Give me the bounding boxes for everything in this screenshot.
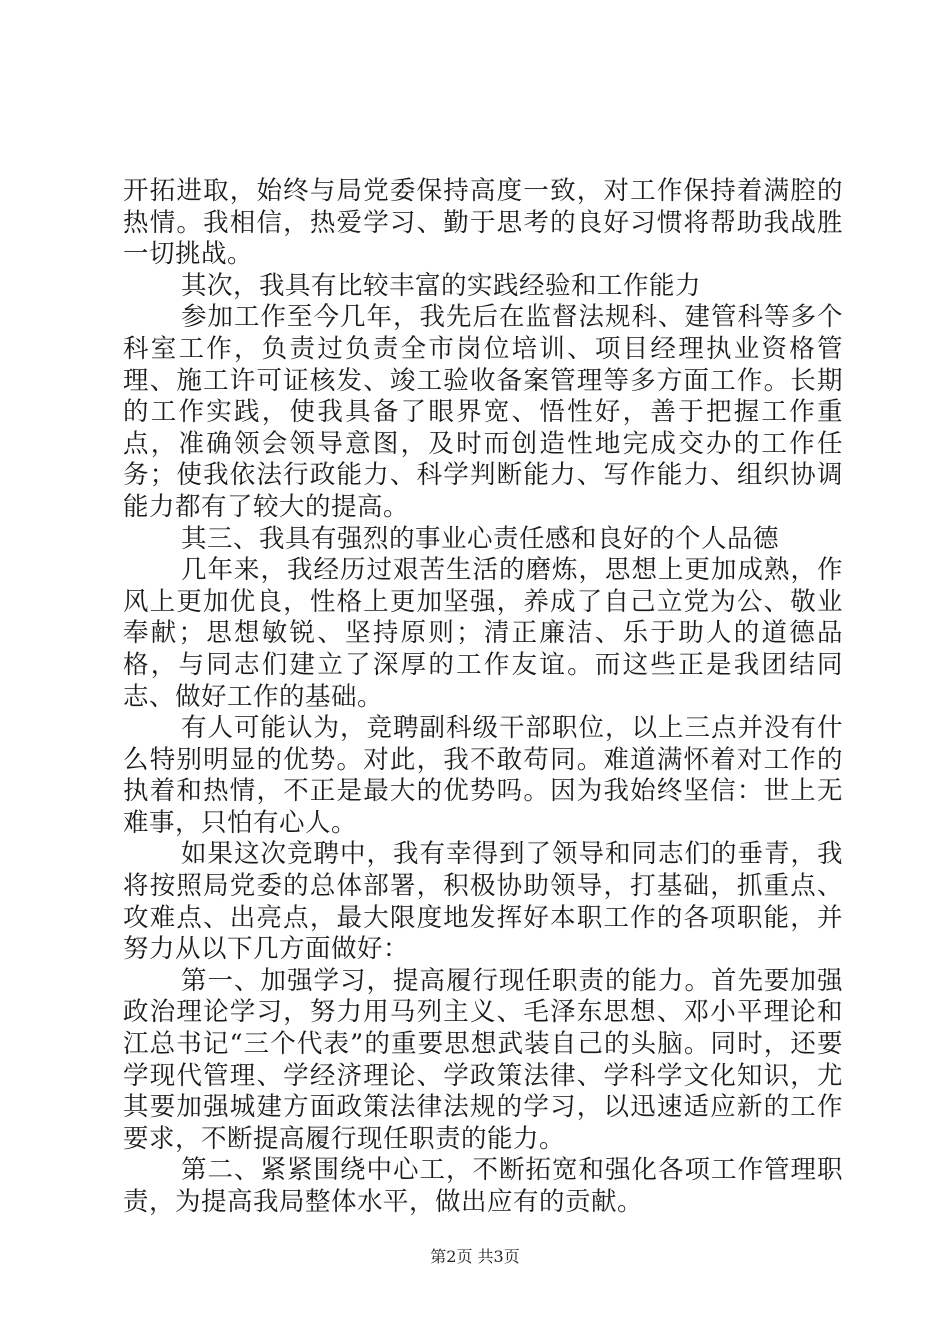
section-heading-second: 其次，我具有比较丰富的实践经验和工作能力 [181, 270, 702, 301]
section-heading-third: 其三、我具有强烈的事业心责任感和良好的个人品德 [181, 523, 780, 554]
paragraph-continuation: 开拓进取，始终与局党委保持高度一致，对工作保持着满腔的热情。我相信，热爱学习、勤于思考的良好习惯将帮助我战胜一切挑战。 [123, 176, 843, 270]
paragraph-second-point: 第二、紧紧围绕中心工，不断拓宽和强化各项工作管理职责，为提高我局整体水平，做出应有的贡献。 [123, 1155, 843, 1217]
paragraph-first-point: 第一、加强学习，提高履行现任职责的能力。首先要加强政治理论学习，努力用马列主义、毛泽东思想、邓小平理论和江总书记“三个代表”的重要思想武装自己的头脑。同时，还要学现代管理、学经济理论、学政策法律、学科学文化知识，尤其要加强城建方面政策法律法规的学习，以迅速适应新的工作要求，不断提高履行现任职责的能力。 [123, 965, 843, 1154]
paragraph-advantage: 有人可能认为，竞聘副科级干部职位，以上三点并没有什么特别明显的优势。对此，我不敢苟同。难道满怀着对工作的执着和热情，不正是最大的优势吗。因为我始终坚信：世上无难事，只怕有心人。 [123, 713, 843, 838]
paragraph-character: 几年来，我经历过艰苦生活的磨炼，思想上更加成熟，作风上更加优良，性格上更加坚强，养成了自己立党为公、敬业奉献；思想敏锐、坚持原则；清正廉洁、乐于助人的道德品格，与同志们建立了深厚的工作友谊。而这些正是我团结同志、做好工作的基础。 [123, 555, 843, 712]
paragraph-experience: 参加工作至今几年，我先后在监督法规科、建管科等多个科室工作，负责过负责全市岗位培训、项目经理执业资格管理、施工许可证核发、竣工验收备案管理等多方面工作。长期的工作实践，使我具备了眼界宽、悟性好，善于把握工作重点，准确领会领导意图，及时而创造性地完成交办的工作任务；使我依法行政能力、科学判断能力、写作能力、组织协调能力都有了较大的提高。 [123, 302, 843, 522]
document-body [123, 176, 843, 1219]
page-number-footer: 第2页 共3页 [430, 1247, 520, 1266]
paragraph-plan: 如果这次竞聘中，我有幸得到了领导和同志们的垂青，我将按照局党委的总体部署，积极协助领导，打基础，抓重点、攻难点、出亮点，最大限度地发挥好本职工作的各项职能，并努力从以下几方面做好： [123, 839, 843, 965]
